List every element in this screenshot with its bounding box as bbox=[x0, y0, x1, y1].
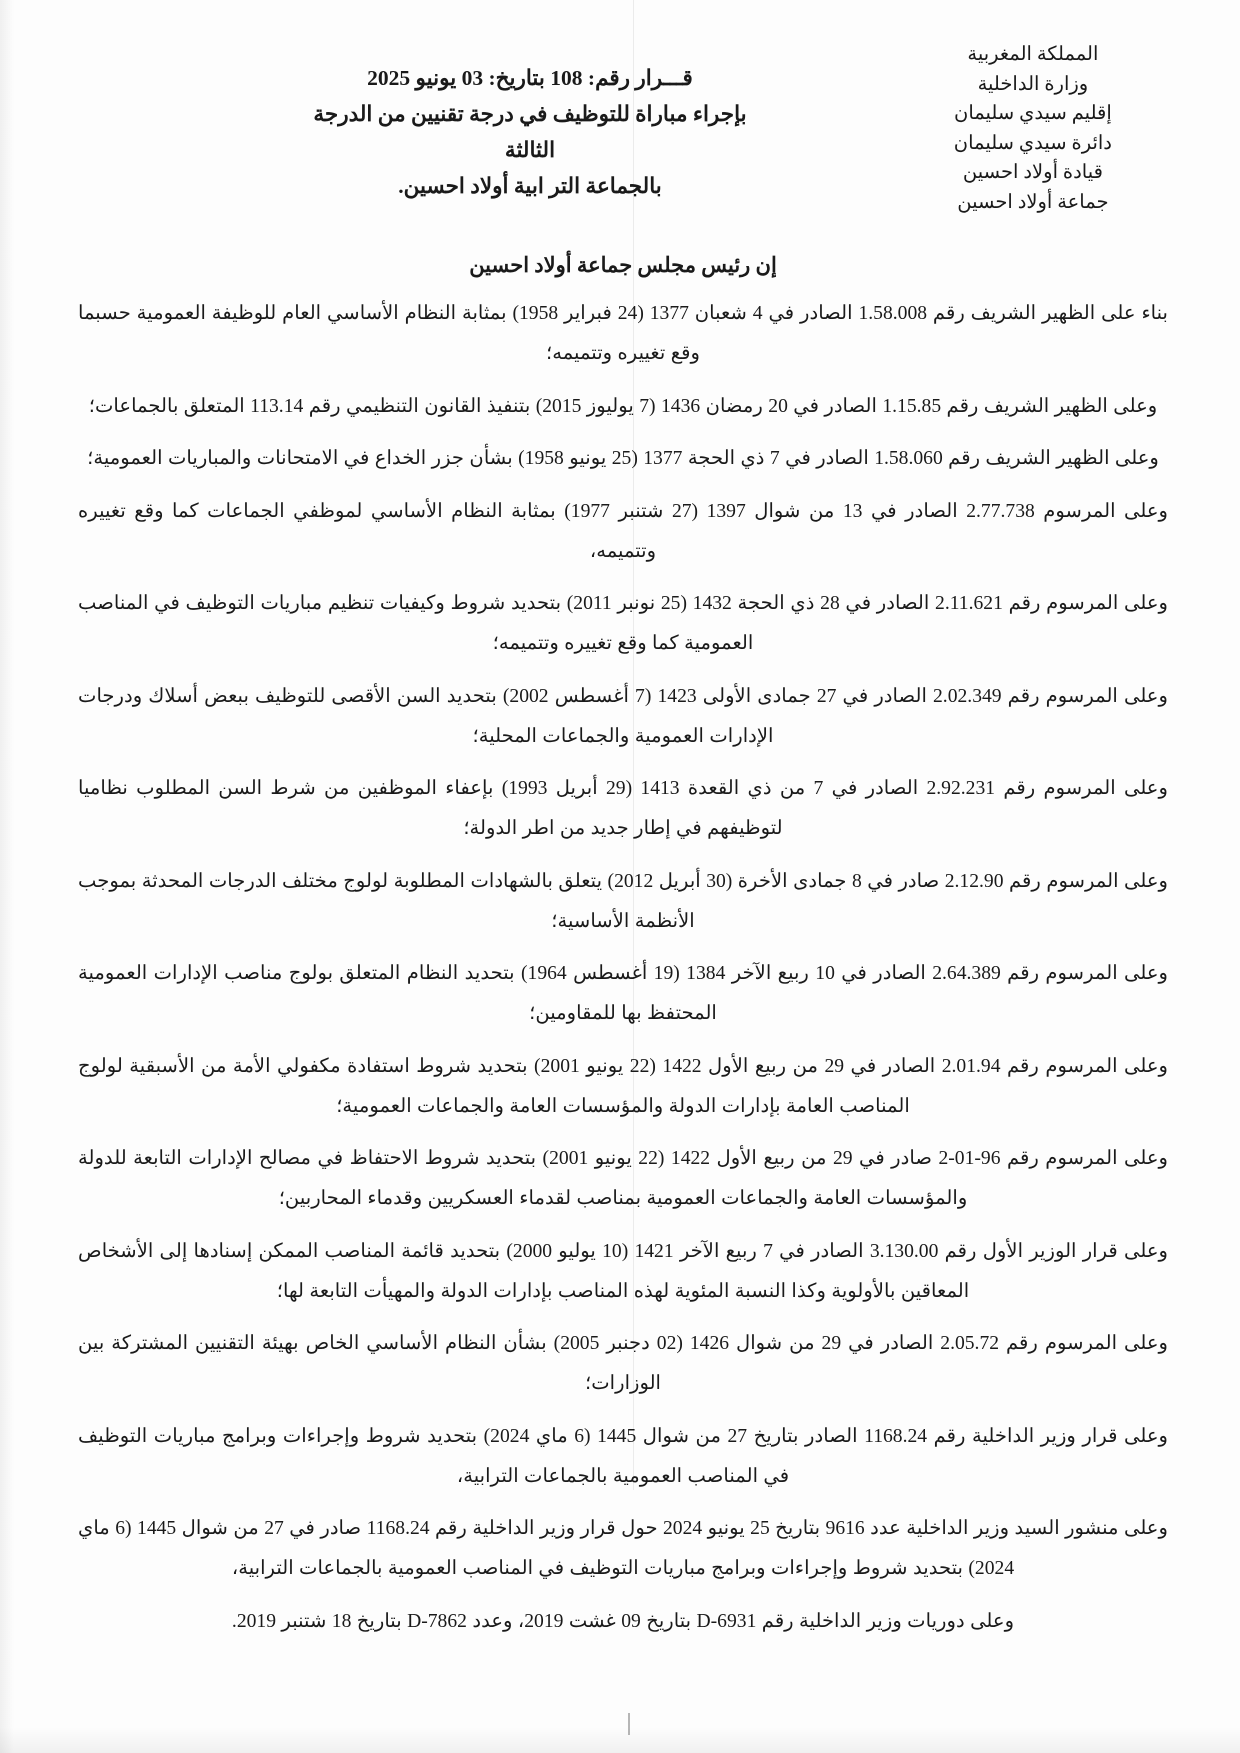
title-line-decision-number: قـــرار رقم: 108 بتاريخ: 03 يونيو 2025 bbox=[367, 66, 693, 90]
clause-item: وعلى الظهير الشريف رقم 1.58.060 الصادر في 7 ذي الحجة 1377 (25 يونيو 1958) بشأن جزر الخداع في الامتحانات والمباريات العمومية؛ bbox=[87, 448, 1159, 469]
letterhead-line-province: إقليم سيدي سليمان bbox=[954, 103, 1112, 124]
letterhead-line-district: دائرة سيدي سليمان bbox=[953, 132, 1112, 154]
letterhead-line-kingdom: المملكة المغربية bbox=[967, 44, 1099, 65]
document-title bbox=[290, 60, 770, 204]
document-header bbox=[0, 40, 1240, 240]
letterhead-line-caidat: قيادة أولاد احسين bbox=[962, 162, 1103, 183]
clause-item: بناء على الظهير الشريف رقم 1.58.008 الصادر في 4 شعبان 1377 (24 فبراير 1958) بمثابة النظام الأساسي العام للوظيفة العمومية حسبما وقع تغييره وتتميمه؛ bbox=[78, 303, 1168, 364]
clause-item: وعلى قرار الوزير الأول رقم 3.130.00 الصادر في 7 ربيع الآخر 1421 (10 يوليو 2000) بتحديد قائمة المناصب الممكن إسنادها إلى الأشخاص المعاقين بالأولوية وكذا النسبة المئوية لهذه المناصب بإدارات الدولة والمهيأت التابعة لها؛ bbox=[78, 1240, 1168, 1302]
clause-item: وعلى المرسوم رقم 2.92.231 الصادر في 7 من ذي القعدة 1413 (29 أبريل 1993) بإعفاء الموظفين من شرط السن المطلوب نظاميا لتوظيفهم في إطار جديد من اطر الدولة؛ bbox=[78, 778, 1168, 839]
letterhead-line-ministry: وزارة الداخلية bbox=[977, 73, 1089, 95]
scan-edge-shadow-left bbox=[0, 0, 14, 1753]
title-line-subject: بإجراء مباراة للتوظيف في درجة تقنيين من الدرجة الثالثة bbox=[313, 102, 747, 162]
clause-item: وعلى المرسوم رقم 2.05.72 الصادر في 29 من شوال 1426 (02 دجنبر 2005) بشأن النظام الأساسي الخاص بهيئة التقنيين المشتركة بين الوزارات؛ bbox=[78, 1333, 1168, 1394]
clause-item: وعلى المرسوم رقم 2.02.349 الصادر في 27 جمادى الأولى 1423 (7 أغسطس 2002) بتحديد السن الأقصى للتوظيف ببعض أسلاك ودرجات الإدارات العمومية والجماعات المحلية؛ bbox=[78, 685, 1168, 747]
clause-item: وعلى المرسوم رقم 2.01.94 الصادر في 29 من ربيع الأول 1422 (22 يونيو 2001) بتحديد شروط استفادة مكفولي الأمة من الأسبقية لولوج المناصب العامة بإدارات الدولة والمؤسسات العامة والجماعات العمومية؛ bbox=[78, 1055, 1168, 1117]
clause-item: وعلى المرسوم رقم 96-01-2 صادر في 29 من ربيع الأول 1422 (22 يونيو 2001) بتحديد شروط الاحتفاظ في مصالح الإدارات التابعة للدولة والمؤسسات العامة والجماعات العمومية بمناصب لقدماء العسكريين وقدماء المحاربين؛ bbox=[78, 1148, 1168, 1209]
title-line-commune: بالجماعة التر ابية أولاد احسين. bbox=[398, 174, 662, 198]
letterhead-line-commune: جماعة أولاد احسين bbox=[957, 191, 1109, 213]
document-body bbox=[78, 250, 1168, 1642]
opening-statement: إن رئيس مجلس جماعة أولاد احسين bbox=[469, 253, 777, 277]
clause-item: وعلى دوريات وزير الداخلية رقم D-6931 بتاريخ 09 غشت 2019، وعدد D-7862 بتاريخ 18 شتنبر 2019. bbox=[231, 1610, 1015, 1632]
clause-item: وعلى المرسوم رقم 2.12.90 صادر في 8 جمادى الأخرة (30 أبريل 2012) يتعلق بالشهادات المطلوبة لولوج مختلف الدرجات المحدثة بموجب الأنظمة الأساسية؛ bbox=[78, 870, 1168, 932]
scan-edge-shadow-bottom bbox=[0, 1727, 1240, 1753]
scan-registration-mark bbox=[628, 1713, 630, 1735]
clause-item: وعلى المرسوم رقم 2.11.621 الصادر في 28 ذي الحجة 1432 (25 نونبر 2011) بتحديد شروط وكيفيات تنظيم مباريات التوظيف في المناصب العمومية كما وقع تغييره وتتميمه؛ bbox=[78, 593, 1168, 654]
clause-item: وعلى الظهير الشريف رقم 1.15.85 الصادر في 20 رمضان 1436 (7 يوليوز 2015) بتنفيذ القانون التنظيمي رقم 113.14 المتعلق بالجماعات؛ bbox=[88, 395, 1158, 417]
clause-item: وعلى المرسوم رقم 2.64.389 الصادر في 10 ربيع الآخر 1384 (19 أغسطس 1964) بتحديد النظام المتعلق بولوج مناصب الإدارات العمومية المحتفظ بها للمقاومين؛ bbox=[78, 963, 1168, 1024]
clause-item: وعلى قرار وزير الداخلية رقم 1168.24 الصادر بتاريخ 27 من شوال 1445 (6 ماي 2024) بتحديد شروط وإجراءات وبرامج مباريات التوظيف في المناصب العمومية بالجماعات الترابية، bbox=[78, 1425, 1168, 1487]
clause-item: وعلى المرسوم 2.77.738 الصادر في 13 من شوال 1397 (27 شتنبر 1977) بمثابة النظام الأساسي لموظفي الجماعات كما وقع تغييره وتتميمه، bbox=[78, 500, 1168, 562]
clause-item: وعلى منشور السيد وزير الداخلية عدد 9616 بتاريخ 25 يونيو 2024 حول قرار وزير الداخلية رقم 1168.24 صادر في 27 من شوال 1445 (6 ماي 2024) بتحديد شروط وإجراءات وبرامج مباريات التوظيف في المناصب العمومية بالجماعات الترابية، bbox=[78, 1518, 1168, 1579]
letterhead-block bbox=[954, 40, 1112, 217]
